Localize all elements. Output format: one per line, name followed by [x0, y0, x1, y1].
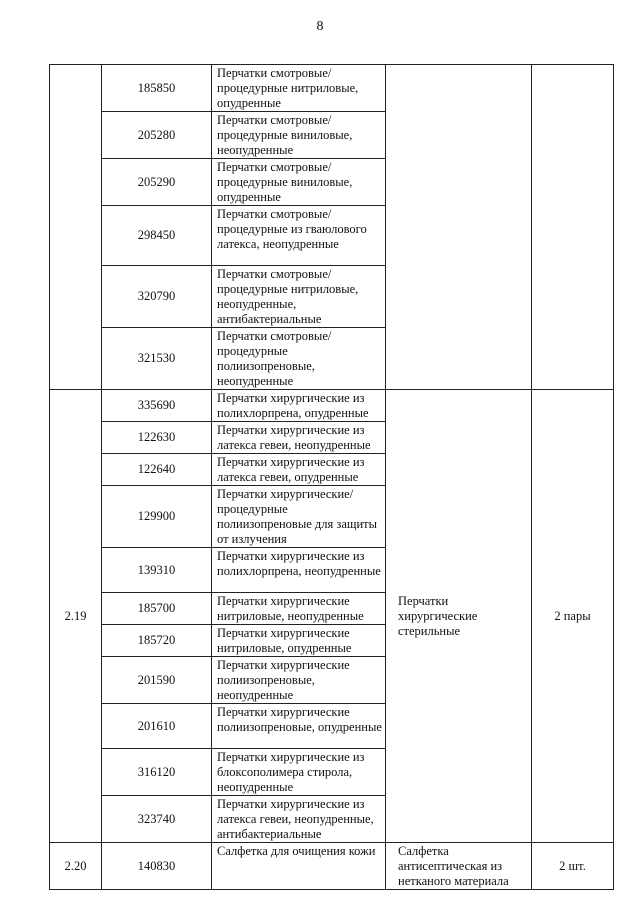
item-name-cell: Салфетка антисептическая из нетканого материала [386, 843, 532, 890]
code-cell: 185850 [102, 65, 212, 112]
code-cell: 205280 [102, 112, 212, 159]
description-cell: Салфетка для очищения кожи [212, 843, 386, 890]
quantity-cell [532, 65, 614, 390]
medical-items-table [49, 64, 614, 890]
description-cell: Перчатки хирургические/процедурные полиизопреновые для защиты от излучения [212, 486, 386, 548]
item-name-cell: Перчатки хирургические стерильные [386, 390, 532, 843]
description-cell: Перчатки смотровые/процедурные полиизопреновые, неопудренные [212, 328, 386, 390]
description-cell: Перчатки хирургические из латекса гевеи, неопудренные [212, 422, 386, 454]
code-cell: 140830 [102, 843, 212, 890]
code-cell: 321530 [102, 328, 212, 390]
page-number: 8 [316, 19, 324, 34]
description-cell: Перчатки хирургические нитриловые, опудренные [212, 625, 386, 657]
table-row [50, 843, 614, 890]
description-cell: Перчатки хирургические из латекса гевеи, опудренные [212, 454, 386, 486]
table-row [50, 390, 614, 422]
code-cell: 139310 [102, 548, 212, 593]
code-cell: 185700 [102, 593, 212, 625]
description-cell: Перчатки хирургические из полихлорпрена, неопудренные [212, 548, 386, 593]
code-cell: 335690 [102, 390, 212, 422]
description-cell: Перчатки хирургические из блоксополимера стирола, неопудренные [212, 749, 386, 796]
description-cell: Перчатки хирургические полиизопреновые, опудренные [212, 704, 386, 749]
description-cell: Перчатки хирургические из латекса гевеи, неопудренные, антибактериальные [212, 796, 386, 843]
code-cell: 185720 [102, 625, 212, 657]
description-cell: Перчатки смотровые/процедурные из гваюлового латекса, неопудренные [212, 206, 386, 266]
description-cell: Перчатки смотровые/процедурные виниловые, опудренные [212, 159, 386, 206]
quantity-cell: 2 шт. [532, 843, 614, 890]
code-cell: 320790 [102, 266, 212, 328]
quantity-cell: 2 пары [532, 390, 614, 843]
item-number-cell: 2.20 [50, 843, 102, 890]
item-number-cell [50, 65, 102, 390]
code-cell: 316120 [102, 749, 212, 796]
code-cell: 323740 [102, 796, 212, 843]
code-cell: 122630 [102, 422, 212, 454]
code-cell: 201610 [102, 704, 212, 749]
description-cell: Перчатки хирургические нитриловые, неопудренные [212, 593, 386, 625]
code-cell: 205290 [102, 159, 212, 206]
description-cell: Перчатки хирургические из полихлорпрена, опудренные [212, 390, 386, 422]
item-number-cell: 2.19 [50, 390, 102, 843]
description-cell: Перчатки хирургические полиизопреновые, неопудренные [212, 657, 386, 704]
code-cell: 201590 [102, 657, 212, 704]
description-cell: Перчатки смотровые/процедурные нитриловые, опудренные [212, 65, 386, 112]
item-name-cell [386, 65, 532, 390]
description-cell: Перчатки смотровые/процедурные виниловые, неопудренные [212, 112, 386, 159]
code-cell: 122640 [102, 454, 212, 486]
code-cell: 298450 [102, 206, 212, 266]
code-cell: 129900 [102, 486, 212, 548]
description-cell: Перчатки смотровые/процедурные нитриловые, неопудренные, антибактериальные [212, 266, 386, 328]
table-row [50, 65, 614, 112]
